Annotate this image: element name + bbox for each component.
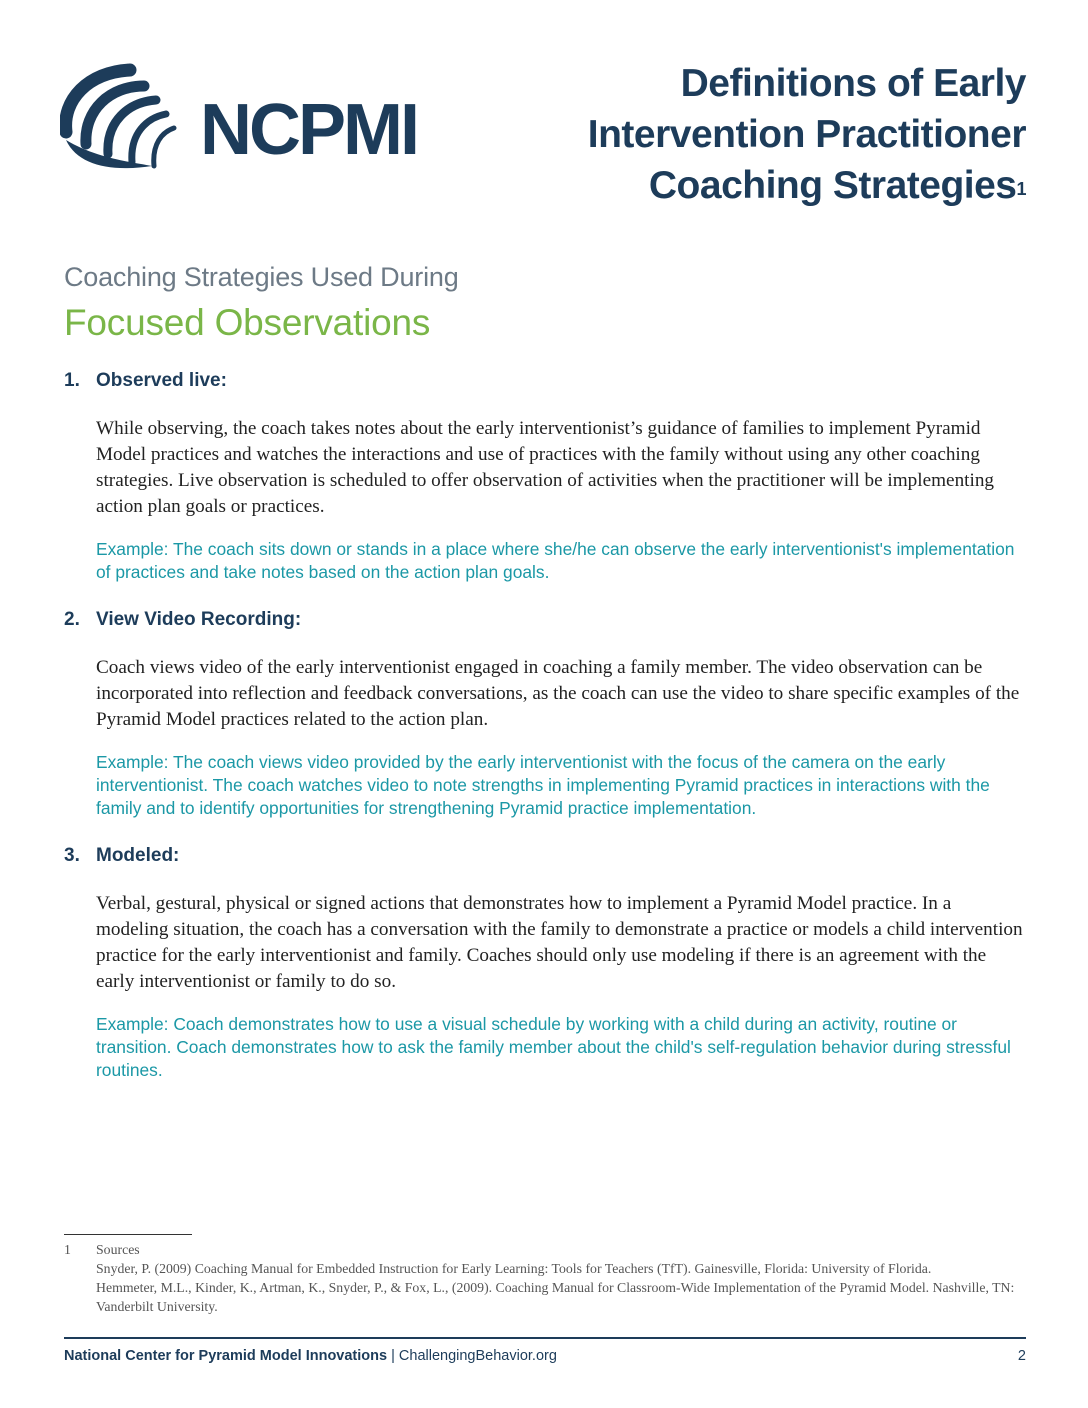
footer-org-name: National Center for Pyramid Model Innovations xyxy=(64,1348,388,1364)
strategy-number: 3. xyxy=(64,845,80,866)
footnote-label: Sources xyxy=(96,1242,140,1257)
footnote-number: 1 xyxy=(64,1242,71,1257)
strategy-item xyxy=(64,607,1024,820)
strategy-description: Verbal, gestural, physical or signed actions that demonstrates how to implement a Pyramid Model practice. In a modeling situation, the coach has a conversation with the family to demonstrate a practice or models a child intervention practice for the early interventionist and family. Coaches should only use modeling if there is an agreement with the early interventionist or family to do so. xyxy=(96,893,1023,992)
footer-separator: | xyxy=(387,1348,399,1364)
page-number: 2 xyxy=(1017,1348,1026,1364)
document-title xyxy=(466,58,1026,211)
ncpmi-logo xyxy=(60,62,440,172)
strategy-example: Example: The coach views video provided by the early interventionist with the focus of the camera on the early interventionist. The coach watches video to note strengths in implementing Pyramid practices in interactions with the family and to identify opportunities for strengthening Pyramid practice implementation. xyxy=(96,752,990,818)
footnote-ref[interactable]: 1 xyxy=(1016,179,1026,199)
strategy-heading xyxy=(64,368,1024,394)
title-line: Definitions of Early xyxy=(680,62,1026,105)
strategy-description: Coach views video of the early interventionist engaged in coaching a family member. The video observation can be incorporated into reflection and feedback conversations, as the coach can use the video to share specific examples of the Pyramid Model practices related to the action plan. xyxy=(96,657,1020,730)
strategy-title: Observed live: xyxy=(96,370,227,391)
globe-swoosh-icon xyxy=(60,62,440,172)
footnote-citation: Snyder, P. (2009) Coaching Manual for Embedded Instruction for Early Learning: Tools for Teachers (TfT). Gainesville, Florida: University of Florida. xyxy=(96,1261,932,1276)
section-pre-heading: Coaching Strategies Used During xyxy=(64,262,459,292)
footnote-divider xyxy=(64,1234,192,1235)
strategy-heading xyxy=(64,843,1024,869)
strategy-title: Modeled: xyxy=(96,845,180,866)
strategy-item xyxy=(64,843,1024,1082)
strategy-description: While observing, the coach takes notes about the early interventionist’s guidance of families to implement Pyramid Model practices and watches the interactions and use of practices with the family without using any other coaching strategies. Live observation is scheduled to offer observation of activities when the practitioner will be implementing action plan goals or practices. xyxy=(96,418,995,517)
strategy-number: 2. xyxy=(64,609,80,630)
logo-wordmark: NCPMI xyxy=(200,90,417,170)
page-footer xyxy=(64,1344,1026,1368)
section-heading: Focused Observations xyxy=(64,302,431,343)
strategy-example: Example: Coach demonstrates how to use a visual schedule by working with a child during an activity, routine or transition. Coach demonstrates how to ask the family member about the child's self-regulation behavior during stressful routines. xyxy=(96,1014,1011,1080)
footer-website-link[interactable]: ChallengingBehavior.org xyxy=(398,1348,557,1364)
strategy-title: View Video Recording: xyxy=(96,609,302,630)
title-line: Coaching Strategies$^1$ xyxy=(648,164,1026,207)
title-line: Intervention Practitioner xyxy=(587,113,1026,156)
footer-divider xyxy=(64,1337,1026,1339)
strategy-heading xyxy=(64,607,1024,633)
footnote xyxy=(64,1240,1044,1316)
strategy-item xyxy=(64,368,1024,584)
footnote-citation: Hemmeter, M.L., Kinder, K., Artman, K., Snyder, P., & Fox, L., (2009). Coaching Manual for Classroom-Wide Implementation of the Pyramid Model. Nashville, TN: Vanderbilt University. xyxy=(96,1280,1015,1314)
strategy-example: Example: The coach sits down or stands in a place where she/he can observe the early interventionist's implementation of practices and take notes based on the action plan goals. xyxy=(96,539,1015,582)
strategy-number: 1. xyxy=(64,370,80,391)
